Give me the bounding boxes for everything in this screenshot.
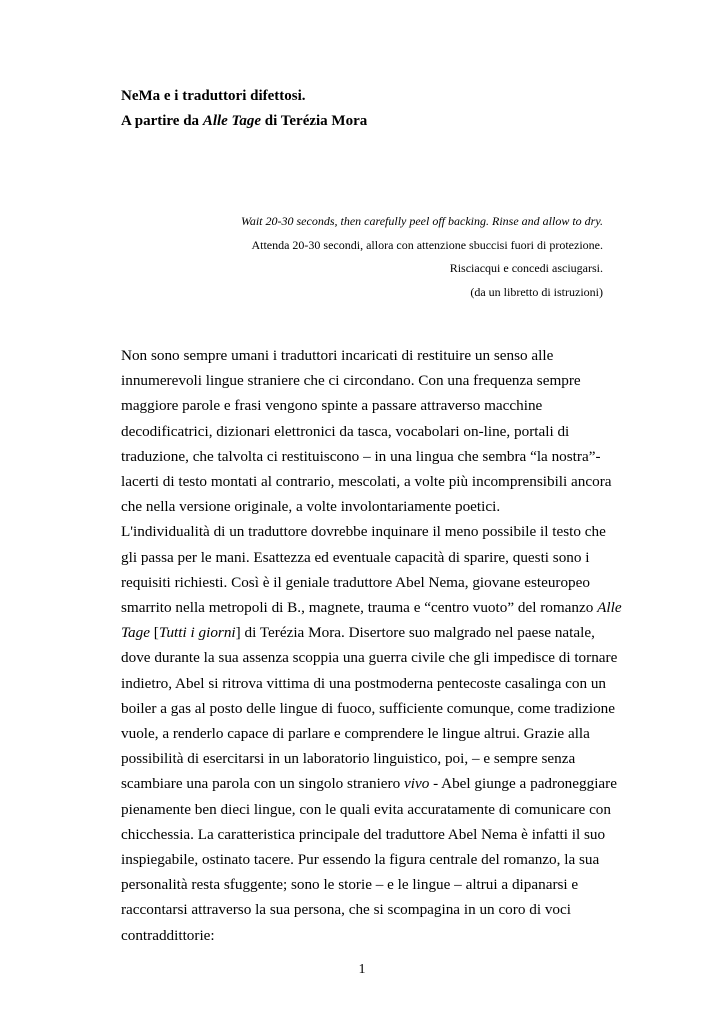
- body-text-run: scambiare una parola con un singolo straniero: [121, 775, 404, 793]
- body-text-run: [: [149, 624, 159, 642]
- body-text-run: smarrito nella metropoli di B., magnete, trauma e “centro vuoto” del romanzo: [121, 599, 598, 617]
- book-title-translation-italic: Tutti i giorni: [158, 624, 236, 642]
- body-line: requisiti richiesti. Così è il geniale traduttore Abel Nema, giovane esteuropeo: [121, 573, 590, 591]
- body-line: Non sono sempre umani i traduttori incaricati di restituire un senso alle: [121, 347, 554, 364]
- body-line: innumerevoli lingue straniere che ci circondano. Con una frequenza sempre: [121, 372, 581, 390]
- body-line: boiler a gas al posto delle lingue di fuoco, sufficiente comunque, come tradizione: [121, 699, 616, 717]
- body-line: indietro, Abel si ritrova vittima di una postmoderna pentecoste casalinga con un: [121, 674, 607, 692]
- epigraph-italian-line-2: Risciacqui e concedi asciugarsi.: [449, 261, 603, 275]
- book-title-italic: Tage: [121, 624, 150, 642]
- body-line: [121, 771, 617, 796]
- title-line-1: NeMa e i traduttori difettosi.: [121, 88, 306, 104]
- body-line: possibilità di esercitarsi in un laboratorio linguistico, poi, – e sempre senza: [121, 750, 576, 768]
- title-line-2: [121, 109, 611, 134]
- body-line: [121, 595, 622, 620]
- epigraph-source: (da un libretto di istruzioni): [470, 284, 603, 299]
- document-title: [121, 84, 611, 134]
- body-line: [121, 620, 605, 645]
- body-line: chicchessia. La caratteristica principale del traduttore Abel Nema è infatti il suo: [121, 825, 606, 843]
- body-line: dove durante la sua assenza scoppia una guerra civile che gli impedisce di tornare: [121, 649, 618, 667]
- body-text-run: ] di Terézia Mora. Disertore suo malgrado nel paese natale,: [235, 624, 595, 642]
- epigraph-italian-line-1: Attenda 20-30 secondi, allora con attenzione sbuccisi fuori di protezione.: [251, 237, 603, 252]
- page-number: 1: [358, 962, 366, 977]
- body-paragraphs: [121, 343, 622, 948]
- body-line: che nella versione originale, a volte involontariamente poetici.: [121, 498, 501, 516]
- title-prefix: A partire da: [121, 113, 203, 129]
- emphasis-italic: vivo: [404, 775, 430, 793]
- body-line: contraddittorie:: [121, 926, 215, 944]
- epigraph-english-text: Wait 20-30 seconds, then carefully peel off backing. Rinse and allow to dry.: [240, 214, 603, 228]
- body-line: gli passa per le mani. Esattezza ed eventuale capacità di sparire, questi sono i: [121, 548, 590, 566]
- body-line: lacerti di testo montati al contrario, mescolati, a volte più incomprensibili ancora: [121, 473, 612, 491]
- body-text-run: - Abel giunge a padroneggiare: [429, 775, 617, 793]
- title-book-name: Alle Tage: [202, 113, 262, 129]
- body-line: traduzione, che talvolta ci restituiscono – in una lingua che sembra “la nostra”-: [121, 447, 601, 465]
- book-title-italic: Alle: [597, 599, 622, 617]
- body-line: raccontarsi attraverso la sua persona, che si scompagina in un coro di voci: [121, 901, 571, 919]
- body-line: personalità resta sfuggente; sono le storie – e le lingue – altrui a dipanarsi e: [121, 876, 579, 894]
- body-line: decodificatrici, dizionari elettronici da tasca, vocabolari on-line, portali di: [121, 422, 570, 440]
- body-line: pienamente ben dieci lingue, con le quali evita accuratamente di comunicare con: [121, 800, 611, 818]
- epigraph-english: [200, 210, 603, 234]
- body-line: inspiegabile, ostinato tacere. Pur essendo la figura centrale del romanzo, la sua: [121, 851, 600, 869]
- title-suffix: di Terézia Mora: [261, 113, 368, 129]
- body-line: maggiore parole e frasi vengono spinte a passare attraverso macchine: [121, 397, 543, 415]
- epigraph: [200, 210, 603, 304]
- body-line: vuole, a renderlo capace di parlare e comprendere le lingue altrui. Grazie alla: [121, 725, 590, 743]
- body-line: L'individualità di un traduttore dovrebbe inquinare il meno possibile il testo che: [121, 523, 606, 541]
